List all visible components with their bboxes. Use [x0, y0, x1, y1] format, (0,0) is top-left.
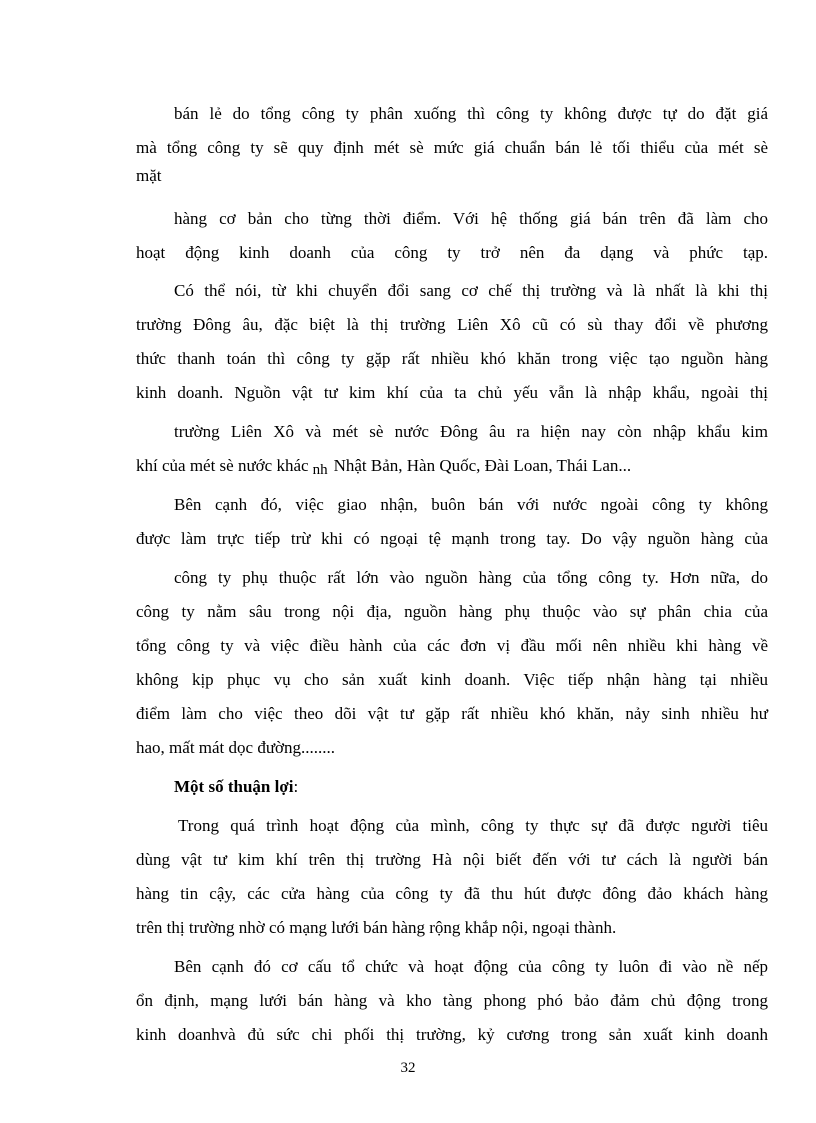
text-line: công ty phụ thuộc rất lớn vào nguồn hàng của tổng công ty. Hơn nữa, do — [174, 568, 768, 587]
text-line: hàng cơ bản cho từng thời điểm. Với hệ thống giá bán trên đã làm cho — [174, 209, 768, 228]
text-line: Bên cạnh đó, việc giao nhận, buôn bán với nước ngoài công ty không — [174, 495, 768, 514]
text-line: bán lẻ do tổng công ty phân xuống thì công ty không được tự do đặt giá — [174, 104, 768, 123]
text-line: thức thanh toán thì công ty gặp rất nhiều khó khăn trong việc tạo nguồn hàng — [136, 349, 768, 368]
text-line: dùng vật tư kim khí trên thị trường Hà nội biết đến với tư cách là người bán — [136, 850, 768, 869]
text-line — [136, 455, 631, 478]
text-line: trường Liên Xô và mét sè nước Đông âu ra hiện nay còn nhập khẩu kim — [174, 422, 768, 441]
text-line: mặt — [136, 166, 162, 185]
text-line: hao, mất mát dọc đường........ — [136, 738, 336, 757]
text-line: không kịp phục vụ cho sản xuất kinh doanh. Việc tiếp nhận hàng tại nhiều — [136, 670, 768, 689]
text-line: trường Đông âu, đặc biệt là thị trường Liên Xô cũ có sù thay đổi về phương — [136, 315, 768, 334]
text-line: Trong quá trình hoạt động của mình, công ty thực sự đã được người tiêu — [178, 816, 768, 835]
text-line: ổn định, mạng lưới bán hàng và kho tàng phong phó bảo đảm chủ động trong — [136, 991, 768, 1010]
text-segment: Nhật Bản, Hàn Quốc, Đài Loan, Thái Lan... — [333, 456, 632, 475]
text-line: hàng tin cậy, các cửa hàng của công ty đã thu hút được đông đảo khách hàng — [136, 884, 768, 903]
heading-text: Một số thuận lợi — [174, 777, 294, 796]
text-line: trên thị trường nhờ có mạng lưới bán hàng rộng khắp nội, ngoại thành. — [136, 918, 617, 937]
text-line: Bên cạnh đó cơ cấu tổ chức và hoạt động của công ty luôn đi vào nề nếp — [174, 957, 768, 976]
text-line: điểm làm cho việc theo dõi vật tư gặp rất nhiều khó khăn, nảy sinh nhiều hư — [136, 704, 768, 723]
text-line: được làm trực tiếp trừ khi có ngoại tệ mạnh trong tay. Do vậy nguồn hàng của — [136, 529, 768, 548]
heading-colon: : — [293, 777, 299, 796]
text-line: kinh doanh. Nguồn vật tư kim khí của ta chủ yếu vẫn là nhập khẩu, ngoài thị — [136, 383, 768, 402]
text-line: Có thể nói, từ khi chuyển đổi sang cơ chế thị trường và là nhất là khi thị — [174, 281, 768, 300]
text-fragment: nh — [312, 462, 328, 478]
text-line: tổng công ty và việc điều hành của các đơn vị đầu mối nên nhiều khi hàng về — [136, 636, 768, 655]
page-number: 32 — [400, 1060, 416, 1076]
text-line: công ty nằm sâu trong nội địa, nguồn hàng phụ thuộc vào sự phân chia của — [136, 602, 768, 621]
text-segment: khí của mét sè nước khác — [136, 456, 309, 475]
text-line: kinh doanhvà đủ sức chi phối thị trường, kỷ cương trong sản xuất kinh doanh — [136, 1025, 768, 1044]
text-line: hoạt động kinh doanh của công ty trở nên đa dạng và phức tạp. — [136, 243, 768, 262]
section-heading — [174, 776, 298, 798]
text-line: mà tổng công ty sẽ quy định mét sè mức giá chuẩn bán lẻ tối thiểu của mét sè — [136, 138, 768, 157]
